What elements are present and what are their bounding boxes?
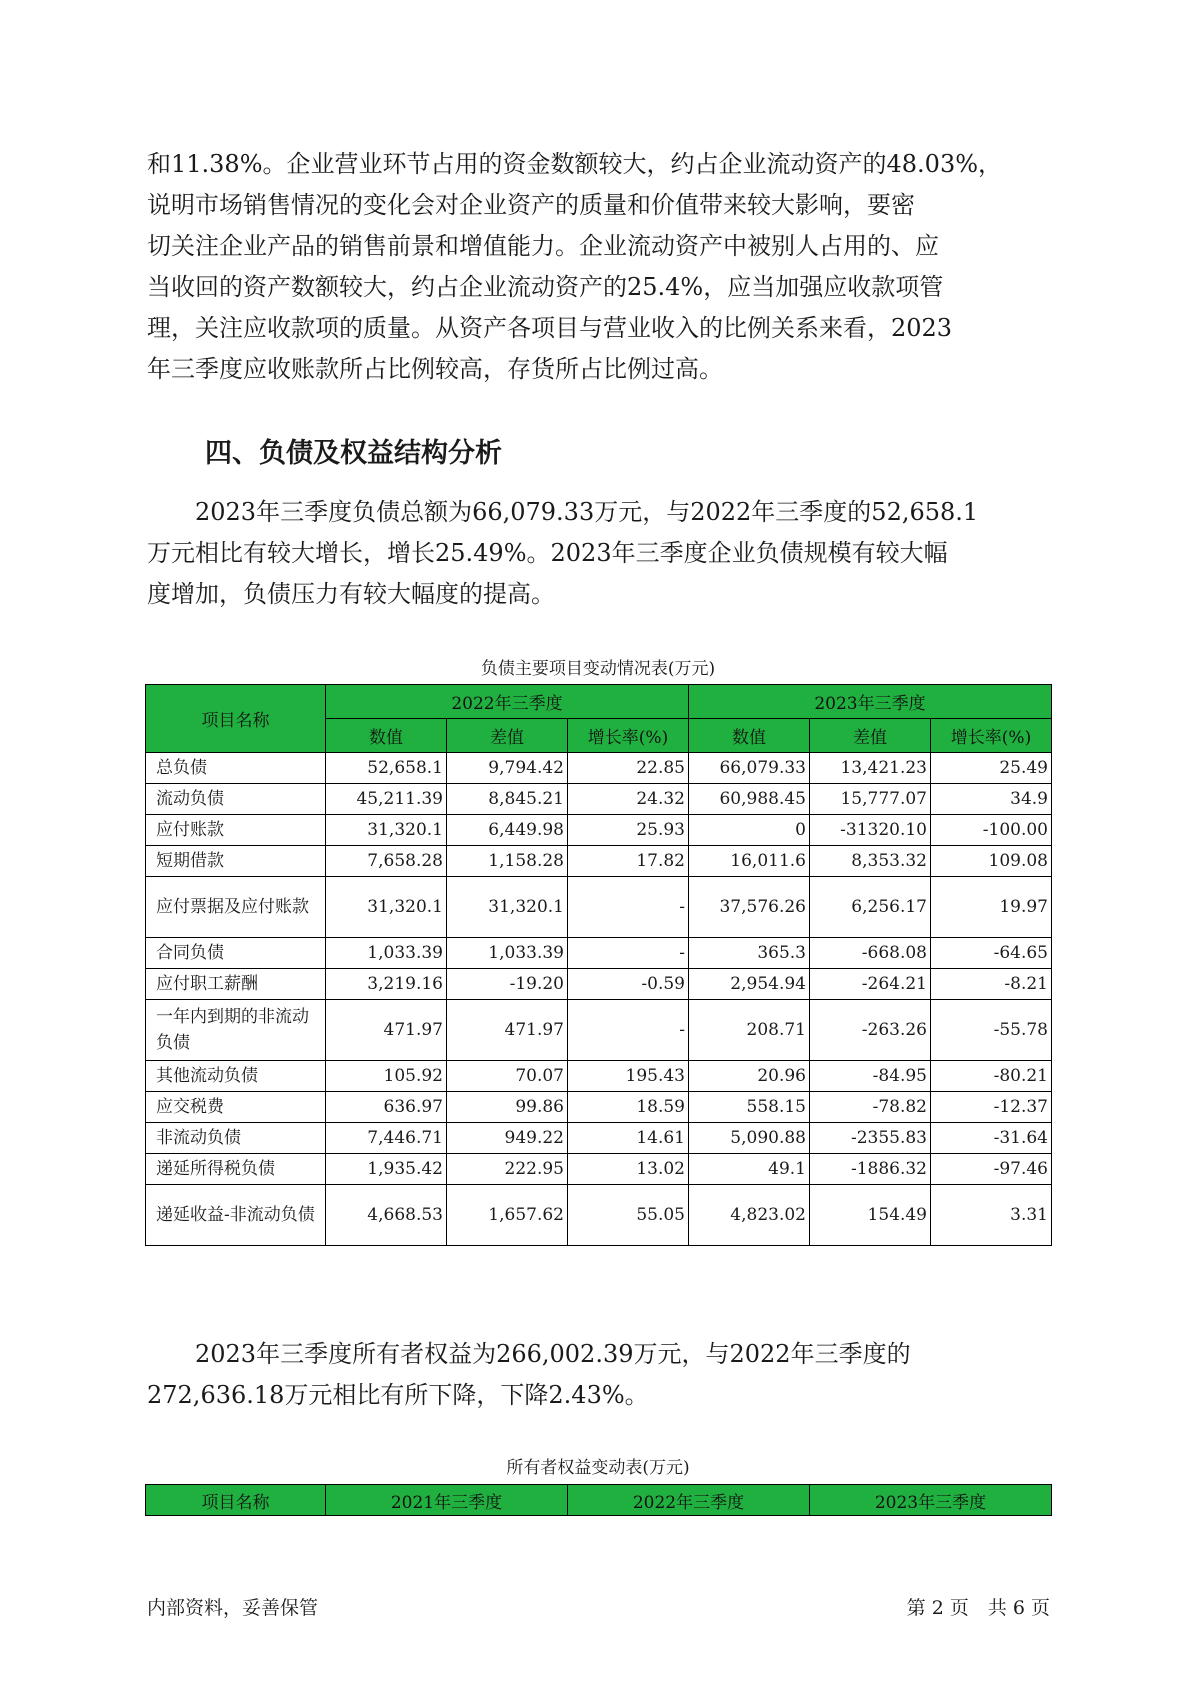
cell-value: -31320.10 [810,815,931,846]
cell-value: 3.31 [931,1185,1052,1246]
cell-value: 195.43 [568,1061,689,1092]
cell-value: 636.97 [326,1092,447,1123]
cell-value: -78.82 [810,1092,931,1123]
cell-value: -84.95 [810,1061,931,1092]
text-line: 说明市场销售情况的变化会对企业资产的质量和价值带来较大影响，要密 [147,191,915,219]
cell-value: 66,079.33 [689,753,810,784]
text-line: 理，关注应收款项的质量。从资产各项目与营业收入的比例关系来看，2023 [147,314,953,342]
cell-value: 13,421.23 [810,753,931,784]
cell-value: -64.65 [931,938,1052,969]
cell-value: 25.93 [568,815,689,846]
row-label: 递延收益-非流动负债 [146,1185,326,1246]
cell-value: 109.08 [931,846,1052,877]
table-caption-liabilities: 负债主要项目变动情况表(万元) [480,659,716,679]
text-line: 万元相比有较大增长，增长25.49%。2023年三季度企业负债规模有较大幅 [147,539,948,567]
text-line: 度增加，负债压力有较大幅度的提高。 [147,580,555,608]
table-row [146,753,1052,784]
cell-value: 208.71 [689,1000,810,1061]
liabilities-table-body [146,753,1052,1246]
cell-value: 18.59 [568,1092,689,1123]
cell-value: -19.20 [447,969,568,1000]
cell-value: 0 [689,815,810,846]
cell-value: 60,988.45 [689,784,810,815]
cell-value: -264.21 [810,969,931,1000]
cell-value: 70.07 [447,1061,568,1092]
cell-value: 7,658.28 [326,846,447,877]
cell-value: 7,446.71 [326,1123,447,1154]
cell-value: 1,657.62 [447,1185,568,1246]
paragraph-asset-structure [147,144,1047,390]
cell-value: 45,211.39 [326,784,447,815]
header-value: 数值 [326,719,447,753]
table-row [146,938,1052,969]
table-row [146,1000,1052,1061]
table-row [146,969,1052,1000]
cell-value: -80.21 [931,1061,1052,1092]
header-period-2022: 2022年三季度 [568,1485,810,1516]
table-row [146,1123,1052,1154]
row-label: 应交税费 [146,1092,326,1123]
cell-value: 24.32 [568,784,689,815]
text-line: 和11.38%。企业营业环节占用的资金数额较大，约占企业流动资产的48.03%， [147,150,1003,178]
cell-value: -0.59 [568,969,689,1000]
row-label: 短期借款 [146,846,326,877]
cell-value: 49.1 [689,1154,810,1185]
cell-value: -2355.83 [810,1123,931,1154]
cell-value: 471.97 [447,1000,568,1061]
paragraph-equity-summary [147,1334,1047,1416]
section-heading: 四、负债及权益结构分析 [205,438,502,469]
header-item-name: 项目名称 [146,685,326,753]
cell-value: - [568,1000,689,1061]
row-label: 流动负债 [146,784,326,815]
cell-value: 471.97 [326,1000,447,1061]
cell-value: - [568,877,689,938]
cell-value: 25.49 [931,753,1052,784]
cell-value: -100.00 [931,815,1052,846]
cell-value: 52,658.1 [326,753,447,784]
cell-value: 1,033.39 [447,938,568,969]
cell-value: 17.82 [568,846,689,877]
text-line: 2023年三季度负债总额为66,079.33万元，与2022年三季度的52,658.1 [147,498,979,526]
row-label: 应付账款 [146,815,326,846]
table-row [146,1061,1052,1092]
cell-value: 99.86 [447,1092,568,1123]
cell-value: 1,158.28 [447,846,568,877]
cell-value: 14.61 [568,1123,689,1154]
header-period-2021: 2021年三季度 [326,1485,568,1516]
row-label: 递延所得税负债 [146,1154,326,1185]
cell-value: 1,033.39 [326,938,447,969]
cell-value: -263.26 [810,1000,931,1061]
text-line: 2023年三季度所有者权益为266,002.39万元，与2022年三季度的 [147,1340,911,1368]
cell-value: 15,777.07 [810,784,931,815]
cell-value: 19.97 [931,877,1052,938]
table-row [146,1185,1052,1246]
cell-value: 1,935.42 [326,1154,447,1185]
row-label: 总负债 [146,753,326,784]
header-value: 数值 [689,719,810,753]
cell-value: 2,954.94 [689,969,810,1000]
row-label: 合同负债 [146,938,326,969]
header-growth-rate: 增长率(%) [931,719,1052,753]
cell-value: -668.08 [810,938,931,969]
cell-value: 55.05 [568,1185,689,1246]
cell-value: 8,353.32 [810,846,931,877]
header-difference: 差值 [447,719,568,753]
row-label: 应付职工薪酬 [146,969,326,1000]
cell-value: 9,794.42 [447,753,568,784]
cell-value: -31.64 [931,1123,1052,1154]
header-period-2023: 2023年三季度 [689,685,1052,719]
footer-page-number: 第 2 页 共 6 页 [906,1597,1050,1619]
table-row [146,1154,1052,1185]
cell-value: 222.95 [447,1154,568,1185]
cell-value: 4,823.02 [689,1185,810,1246]
footer-confidential-note: 内部资料，妥善保管 [147,1597,319,1619]
cell-value: 34.9 [931,784,1052,815]
cell-value: 22.85 [568,753,689,784]
cell-value: 365.3 [689,938,810,969]
table-row [146,784,1052,815]
text-line: 272,636.18万元相比有所下降，下降2.43%。 [147,1381,649,1409]
row-label: 应付票据及应付账款 [146,877,326,938]
cell-value: -55.78 [931,1000,1052,1061]
table-row [146,846,1052,877]
table-caption-equity: 所有者权益变动表(万元) [506,1458,690,1478]
paragraph-liability-summary [147,492,1047,615]
table-row [146,1092,1052,1123]
cell-value: 558.15 [689,1092,810,1123]
header-item-name: 项目名称 [146,1485,326,1516]
table-row [146,815,1052,846]
cell-value: 37,576.26 [689,877,810,938]
cell-value: 6,256.17 [810,877,931,938]
cell-value: 20.96 [689,1061,810,1092]
cell-value: -12.37 [931,1092,1052,1123]
row-label: 一年内到期的非流动负债 [146,1000,326,1061]
cell-value: 13.02 [568,1154,689,1185]
cell-value: -97.46 [931,1154,1052,1185]
cell-value: 3,219.16 [326,969,447,1000]
cell-value: 8,845.21 [447,784,568,815]
row-label: 非流动负债 [146,1123,326,1154]
liabilities-table [145,684,1052,1246]
cell-value: 154.49 [810,1185,931,1246]
text-line: 切关注企业产品的销售前景和增值能力。企业流动资产中被别人占用的、应 [147,232,939,260]
cell-value: 4,668.53 [326,1185,447,1246]
table-row [146,877,1052,938]
cell-value: 31,320.1 [326,877,447,938]
row-label: 其他流动负债 [146,1061,326,1092]
cell-value: 6,449.98 [447,815,568,846]
cell-value: 949.22 [447,1123,568,1154]
header-period-2022: 2022年三季度 [326,685,689,719]
header-difference: 差值 [810,719,931,753]
cell-value: 31,320.1 [447,877,568,938]
text-line: 当收回的资产数额较大，约占企业流动资产的25.4%，应当加强应收款项管 [147,273,944,301]
cell-value: - [568,938,689,969]
equity-table [145,1484,1052,1516]
header-period-2023: 2023年三季度 [810,1485,1052,1516]
header-growth-rate: 增长率(%) [568,719,689,753]
text-line: 年三季度应收账款所占比例较高，存货所占比例过高。 [147,355,723,383]
cell-value: 31,320.1 [326,815,447,846]
cell-value: 105.92 [326,1061,447,1092]
cell-value: 16,011.6 [689,846,810,877]
cell-value: 5,090.88 [689,1123,810,1154]
cell-value: -1886.32 [810,1154,931,1185]
cell-value: -8.21 [931,969,1052,1000]
